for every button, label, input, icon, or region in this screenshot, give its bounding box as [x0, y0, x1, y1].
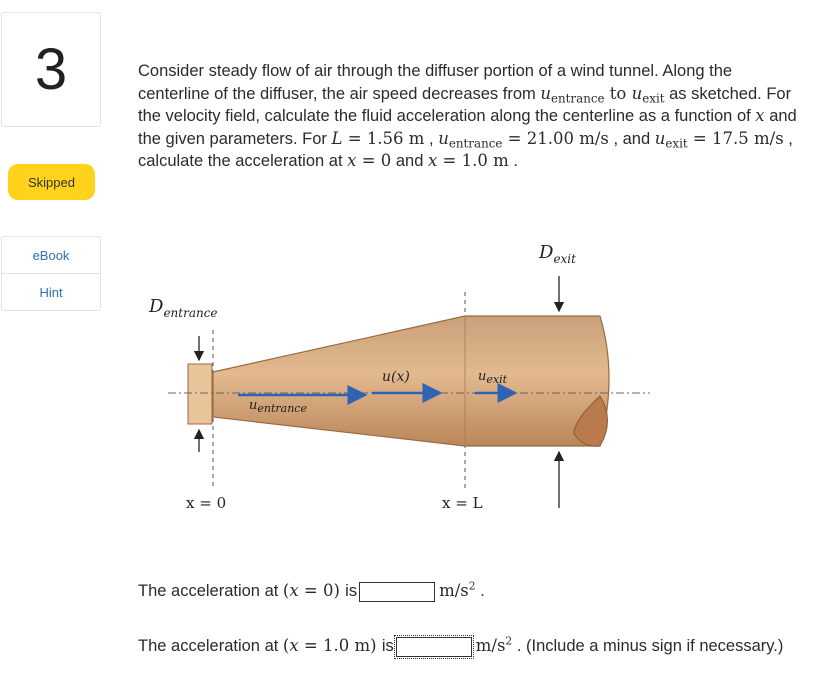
var-u: u	[631, 83, 643, 103]
var-u: u	[540, 83, 551, 103]
sub-exit: exit	[642, 91, 665, 106]
unit-power: 2	[505, 634, 513, 648]
answer-line-1	[138, 580, 485, 602]
eq-sign: =	[342, 128, 367, 148]
question-number: 3	[34, 36, 68, 102]
sub-entrance: entrance	[550, 91, 605, 106]
eq-sign: =	[687, 128, 713, 148]
eq-sign: =	[437, 151, 462, 170]
problem-text-1: Consider steady flow of air through the diffuser portion of a wind tunnel. Along the centerline of the diffuser, the air speed decreases from	[138, 62, 733, 103]
var-L: L	[331, 128, 343, 148]
open-paren: (	[282, 581, 290, 600]
value-L: 1.56 m	[366, 128, 425, 148]
diffuser-body	[213, 316, 609, 446]
answer-1-prefix: The acceleration at	[138, 582, 283, 600]
var-x: x	[427, 151, 438, 170]
hint-link[interactable]: Hint	[2, 273, 100, 310]
comma: ,	[424, 129, 439, 148]
problem-text-3: and the given parameters. For	[138, 107, 797, 148]
value-u-exit: 17.5 m/s	[712, 128, 784, 148]
unit-ms: m/s	[475, 636, 506, 655]
var-x: x	[289, 636, 299, 655]
problem-text-4: , calculate the acceleration at	[138, 129, 793, 170]
sub-entrance: entrance	[448, 136, 503, 151]
value-x0: 0	[380, 151, 392, 170]
label-xL: x = L	[442, 494, 483, 512]
answer-1-condition: = 0)	[298, 581, 346, 600]
answer-2-prefix: The acceleration at	[138, 637, 283, 655]
label-u-entrance: $u_{entrance}$	[249, 398, 307, 415]
is-text: is	[345, 582, 358, 600]
label-d-exit: $D_{exit}$	[539, 242, 576, 266]
answer-1-suffix: .	[475, 582, 485, 600]
answer-1-input[interactable]	[359, 582, 435, 602]
and-text: and	[391, 152, 428, 170]
answer-2-condition: = 1.0 m)	[298, 636, 382, 655]
sub-exit: exit	[665, 136, 688, 151]
question-number-box	[1, 12, 101, 127]
label-d-entrance: $D_{entrance}$	[149, 296, 218, 320]
unit-power: 2	[468, 579, 476, 593]
problem-statement	[138, 61, 798, 173]
problem-text-2: as sketched. For the velocity field, calculate the fluid acceleration along the centerline as a function of	[138, 84, 792, 125]
diffuser-figure	[140, 236, 660, 526]
open-paren: (	[282, 636, 290, 655]
status-badge: Skipped	[8, 164, 95, 200]
unit-ms: m/s	[439, 581, 469, 600]
period: .	[508, 152, 518, 170]
value-x1: 1.0 m	[461, 151, 509, 170]
is-text: is	[381, 637, 394, 655]
var-x: x	[347, 151, 357, 170]
var-x: x	[755, 106, 765, 125]
ebook-link[interactable]: eBook	[32, 247, 70, 263]
answer-2-suffix: . (Include a minus sign if necessary.)	[512, 637, 784, 655]
label-u-exit: $u_{exit}$	[478, 369, 508, 386]
var-x: x	[289, 581, 299, 600]
problem-to: to	[604, 83, 632, 103]
eq-sign: =	[356, 151, 381, 170]
answer-2-input[interactable]	[396, 637, 472, 657]
eq-sign: =	[502, 128, 527, 148]
entrance-flange	[188, 364, 212, 424]
label-u-x: u(x)	[382, 369, 410, 385]
and-text: , and	[608, 129, 655, 148]
var-u: u	[438, 128, 449, 148]
resource-links	[1, 236, 101, 311]
answer-line-2	[138, 635, 808, 657]
value-u-entrance: 21.00 m/s	[526, 128, 609, 148]
label-x0: x = 0	[186, 494, 227, 512]
var-u: u	[654, 128, 666, 148]
